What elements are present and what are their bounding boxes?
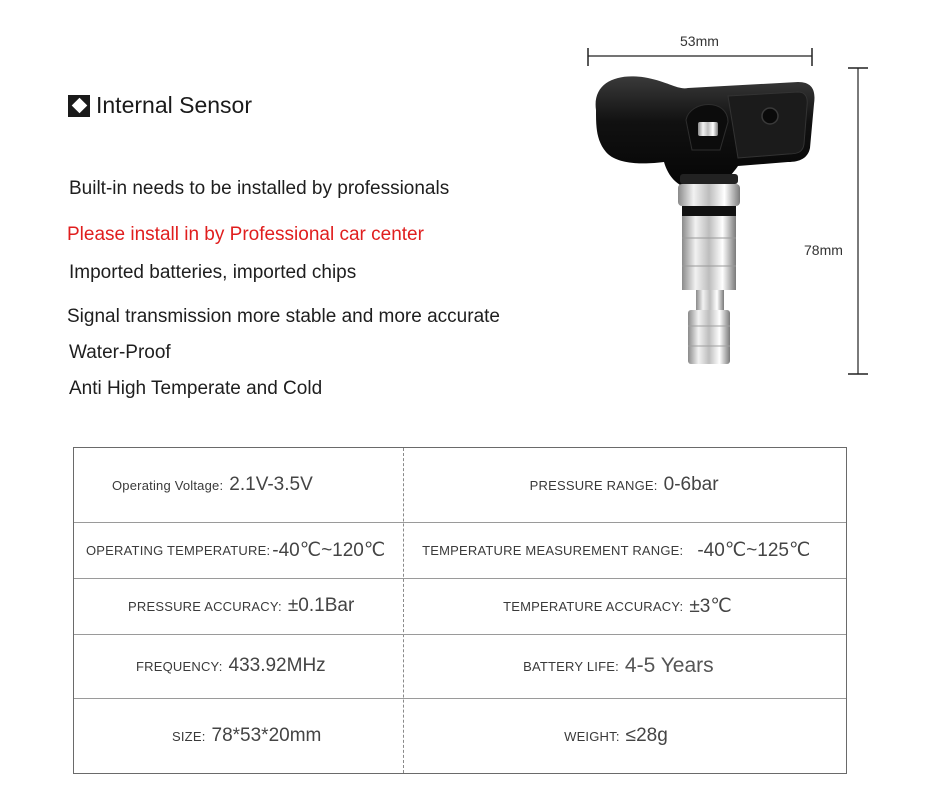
spec-cell [402, 634, 846, 698]
spec-label: TEMPERATURE ACCURACY: [503, 598, 684, 614]
heading-title: Internal Sensor [96, 92, 252, 118]
spec-label: PRESSURE ACCURACY: [128, 598, 282, 614]
tpms-sensor-image [588, 70, 818, 376]
spec-cell [402, 578, 846, 634]
feature-item: Water-Proof [69, 342, 171, 363]
spec-label: OPERATING TEMPERATURE: [86, 542, 271, 558]
spec-row [74, 522, 846, 578]
spec-cell [402, 448, 846, 522]
feature-item: Built-in needs to be installed by professionals [69, 178, 450, 199]
spec-value: ≤28g [625, 725, 668, 746]
spec-value: 433.92MHz [228, 655, 326, 676]
spec-value: 4-5 Years [624, 654, 714, 677]
spec-label: PRESSURE RANGE: [529, 477, 658, 493]
spec-label: SIZE: [172, 728, 206, 744]
feature-item: Imported batteries, imported chips [69, 262, 357, 283]
spec-label: BATTERY LIFE: [523, 658, 619, 674]
spec-label: Operating Voltage: [112, 477, 224, 493]
height-dimension-label: 78mm [804, 242, 843, 258]
spec-cell [74, 698, 402, 774]
spec-value: 78*53*20mm [211, 725, 322, 746]
spec-value: ±0.1Bar [287, 595, 355, 616]
spec-cell [402, 698, 846, 774]
spec-cell [74, 448, 402, 522]
spec-table [73, 447, 847, 774]
spec-value: 0-6bar [663, 474, 719, 495]
spec-cell [74, 578, 402, 634]
spec-label: FREQUENCY: [136, 658, 223, 674]
spec-cell [74, 522, 402, 578]
spec-cell [74, 634, 402, 698]
diamond-bullet-icon [68, 95, 90, 117]
section-heading [68, 92, 252, 119]
spec-row [74, 698, 846, 774]
width-dimension-label: 53mm [680, 33, 719, 49]
spec-row [74, 578, 846, 634]
spec-row [74, 634, 846, 698]
spec-row [74, 448, 846, 522]
feature-item: Anti High Temperate and Cold [69, 378, 323, 399]
feature-item-warning: Please install in by Professional car center [67, 224, 424, 245]
spec-label: TEMPERATURE MEASUREMENT RANGE: [422, 542, 684, 558]
feature-item: Signal transmission more stable and more accurate [67, 306, 500, 327]
spec-value: 2.1V-3.5V [229, 474, 313, 495]
spec-label: WEIGHT: [564, 728, 620, 744]
spec-value: ±3℃ [689, 595, 732, 617]
spec-cell [402, 522, 846, 578]
spec-value: -40℃~120℃ [272, 539, 386, 561]
spec-value: -40℃~125℃ [697, 539, 811, 561]
